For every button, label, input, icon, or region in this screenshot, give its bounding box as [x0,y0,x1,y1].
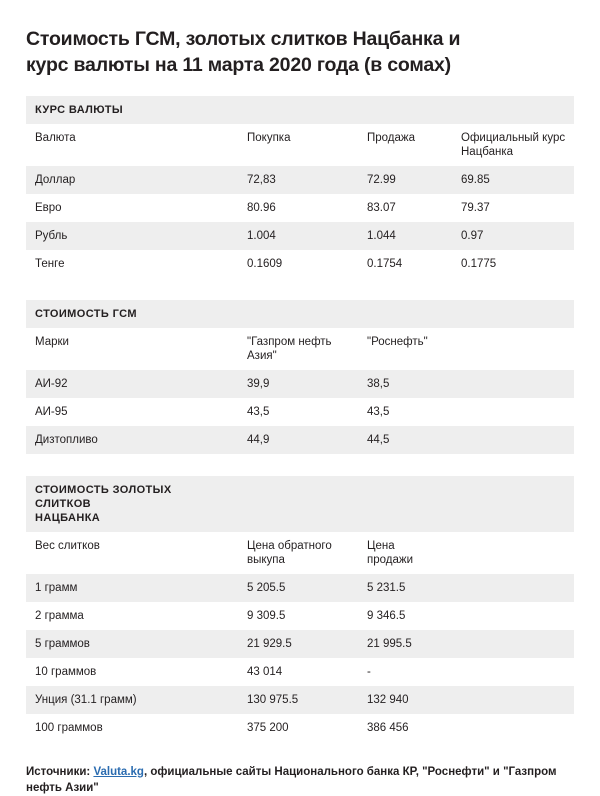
currency-row-2-official: 0.97 [452,222,574,250]
currency-row-3-name: Тенге [26,250,238,278]
fuel-row-0-gazprom: 39,9 [238,370,358,398]
gold-row-4-spacer [452,686,574,714]
currency-row-0-official: 69.85 [452,166,574,194]
currency-row-2-buy: 1.004 [238,222,358,250]
fuel-row-2-gazprom: 44,9 [238,426,358,454]
table-row [26,166,574,194]
fuel-row-0-name: АИ-92 [26,370,238,398]
fuel-header-gazprom-line-1: "Газпром нефть [247,336,332,348]
sources-suffix: , официальные сайты Национального банка КР, "Роснефти" и "Газпром нефть Азии" [26,766,557,794]
fuel-header-rosneft: "Роснефть" [358,328,452,370]
gold-row-5-buyback: 375 200 [238,714,358,742]
currency-header-official [452,124,574,166]
gold-header-sale [358,532,452,574]
table-row [26,602,574,630]
currency-section-spacer-3 [452,96,574,124]
gold-row-3-spacer [452,658,574,686]
gold-row-1-name: 2 грамма [26,602,238,630]
table-row [26,250,574,278]
gold-section-header-row [26,476,574,532]
currency-header-official-line-1: Официальный курс [461,132,566,144]
table-row [26,574,574,602]
gold-row-5-name: 100 граммов [26,714,238,742]
gold-row-2-spacer [452,630,574,658]
currency-section-label: КУРС ВАЛЮТЫ [26,96,238,124]
currency-row-2-name: Рубль [26,222,238,250]
currency-section-spacer-2 [358,96,452,124]
currency-header-official-line-2: Нацбанка [461,146,514,158]
table-row [26,686,574,714]
fuel-section-label: СТОИМОСТЬ ГСМ [26,300,238,328]
sources-note [26,764,574,796]
fuel-header-gazprom-line-2: Азия" [247,350,277,362]
currency-table [26,96,574,278]
table-row [26,398,574,426]
gold-row-0-name: 1 грамм [26,574,238,602]
table-row [26,222,574,250]
gold-row-4-sale: 132 940 [358,686,452,714]
gold-column-header-row [26,532,574,574]
gold-header-buyback-line-1: Цена обратного [247,540,332,552]
gold-header-sale-line-1: Цена [367,540,395,552]
gold-section-spacer-1 [238,476,358,532]
gold-row-3-sale: - [358,658,452,686]
page-title-line-1: Стоимость ГСМ, золотых слитков Нацбанка и [26,28,461,50]
gold-row-2-sale: 21 995.5 [358,630,452,658]
table-row [26,194,574,222]
fuel-row-1-gazprom: 43,5 [238,398,358,426]
table-row [26,714,574,742]
table-row [26,658,574,686]
gold-row-1-buyback: 9 309.5 [238,602,358,630]
gold-row-0-sale: 5 231.5 [358,574,452,602]
gold-row-2-name: 5 граммов [26,630,238,658]
fuel-header-spacer [452,328,574,370]
currency-row-3-official: 0.1775 [452,250,574,278]
gold-row-4-buyback: 130 975.5 [238,686,358,714]
fuel-header-brands: Марки [26,328,238,370]
currency-row-0-buy: 72,83 [238,166,358,194]
currency-row-3-buy: 0.1609 [238,250,358,278]
table-row [26,370,574,398]
gold-section-spacer-3 [452,476,574,532]
gold-section-spacer-2 [358,476,452,532]
fuel-row-2-name: Дизтопливо [26,426,238,454]
currency-row-0-name: Доллар [26,166,238,194]
fuel-column-header-row [26,328,574,370]
fuel-row-1-name: АИ-95 [26,398,238,426]
fuel-row-1-rosneft: 43,5 [358,398,452,426]
gold-table [26,476,574,742]
currency-row-0-sell: 72.99 [358,166,452,194]
currency-header-sell: Продажа [358,124,452,166]
fuel-section-spacer-3 [452,300,574,328]
fuel-row-0-spacer [452,370,574,398]
fuel-section-spacer-1 [238,300,358,328]
fuel-row-0-rosneft: 38,5 [358,370,452,398]
gold-row-4-name: Унция (31.1 грамм) [26,686,238,714]
fuel-header-gazprom [238,328,358,370]
gold-header-spacer [452,532,574,574]
gold-header-buyback-line-2: выкупа [247,554,285,566]
currency-section-header-row [26,96,574,124]
fuel-row-1-spacer [452,398,574,426]
currency-row-1-sell: 83.07 [358,194,452,222]
fuel-row-2-spacer [452,426,574,454]
currency-header-valuta: Валюта [26,124,238,166]
gold-row-1-sale: 9 346.5 [358,602,452,630]
gold-row-2-buyback: 21 929.5 [238,630,358,658]
sources-prefix: Источники: [26,766,94,778]
fuel-section-header-row [26,300,574,328]
currency-row-2-sell: 1.044 [358,222,452,250]
gold-row-3-buyback: 43 014 [238,658,358,686]
gold-header-buyback [238,532,358,574]
gold-row-0-buyback: 5 205.5 [238,574,358,602]
gold-row-1-spacer [452,602,574,630]
table-row [26,630,574,658]
gold-row-0-spacer [452,574,574,602]
currency-row-1-official: 79.37 [452,194,574,222]
fuel-table [26,300,574,454]
gold-header-weight: Вес слитков [26,532,238,574]
gold-row-3-name: 10 граммов [26,658,238,686]
gold-section-label [26,476,238,532]
currency-row-1-buy: 80.96 [238,194,358,222]
gold-header-sale-line-2: продажи [367,554,413,566]
page-title-line-2: курс валюты на 11 марта 2020 года (в сомах) [26,54,451,76]
gold-row-5-spacer [452,714,574,742]
fuel-section-spacer-2 [358,300,452,328]
currency-header-buy: Покупка [238,124,358,166]
gold-section-label-line-1: СТОИМОСТЬ ЗОЛОТЫХ СЛИТКОВ [35,484,172,510]
gold-section-label-line-2: НАЦБАНКА [35,512,101,524]
currency-section-spacer-1 [238,96,358,124]
currency-column-header-row [26,124,574,166]
table-row [26,426,574,454]
gold-row-5-sale: 386 456 [358,714,452,742]
fuel-row-2-rosneft: 44,5 [358,426,452,454]
currency-row-1-name: Евро [26,194,238,222]
page-title [26,26,574,78]
sources-link[interactable]: Valuta.kg [93,766,144,778]
currency-row-3-sell: 0.1754 [358,250,452,278]
